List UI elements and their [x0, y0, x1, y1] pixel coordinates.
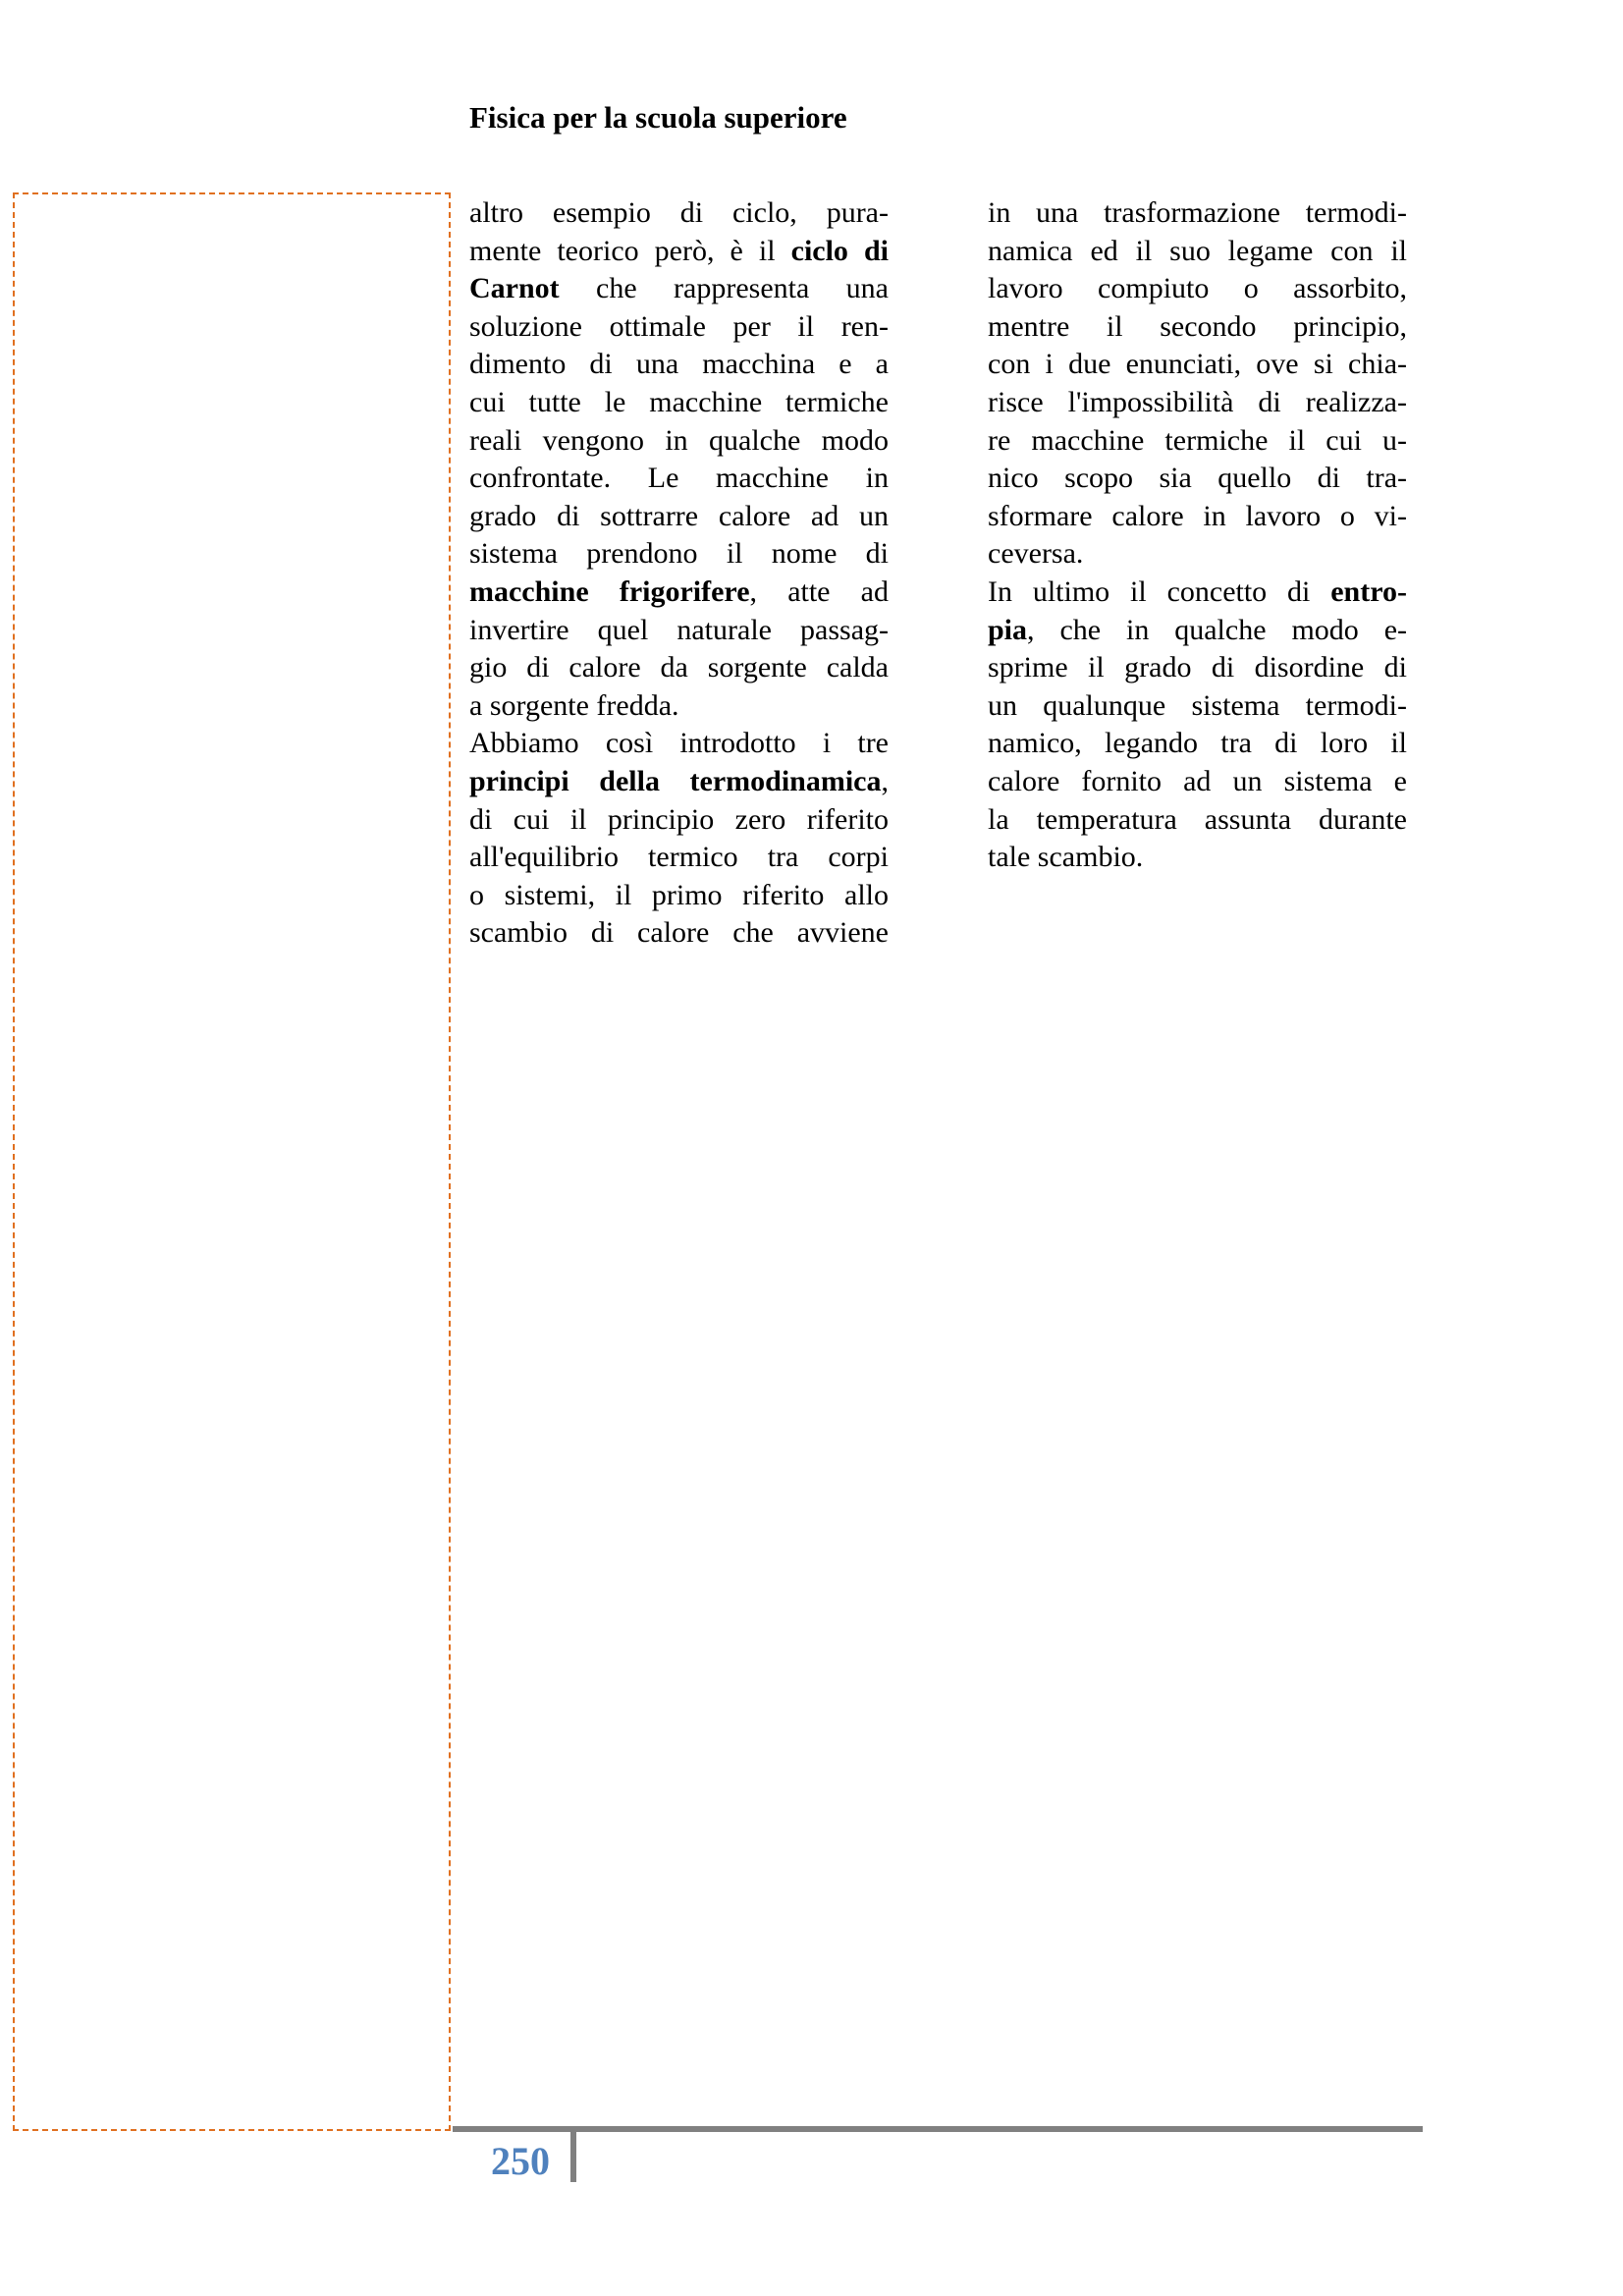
text-line	[469, 574, 889, 612]
text-line	[469, 498, 889, 536]
text-line	[988, 308, 1407, 347]
text-run: In ultimo il concetto di	[988, 574, 1331, 608]
text-line	[469, 649, 889, 687]
text-line	[988, 535, 1407, 574]
text-run: altro esempio di ciclo, pura-	[469, 196, 889, 229]
text-line	[469, 535, 889, 574]
text-line	[988, 498, 1407, 536]
text-line	[469, 914, 889, 953]
text-line	[988, 687, 1407, 726]
text-run: cui tutte le macchine termiche	[469, 385, 889, 418]
text-line	[469, 877, 889, 915]
text-line	[469, 233, 889, 271]
text-line	[988, 649, 1407, 687]
text-run: nico scopo sia quello di tra-	[988, 462, 1407, 495]
text-line	[988, 346, 1407, 384]
text-run: invertire quel naturale passag-	[469, 613, 889, 646]
text-run: namico, legando tra di loro il	[988, 727, 1407, 760]
text-line	[988, 194, 1407, 233]
text-run: Abbiamo così introdotto i tre	[469, 727, 889, 760]
text-line	[469, 270, 889, 308]
text-line	[988, 612, 1407, 650]
bold-term: Carnot	[469, 272, 560, 305]
text-line	[469, 308, 889, 347]
text-line	[988, 270, 1407, 308]
text-run: lavoro compiuto o assorbito,	[988, 272, 1407, 305]
page-number: 250	[491, 2139, 550, 2183]
text-run: reali vengono in qualche modo	[469, 423, 889, 457]
text-run: o sistemi, il primo riferito allo	[469, 878, 889, 911]
text-run: la temperatura assunta durante	[988, 802, 1407, 836]
text-run: in una trasformazione termodi-	[988, 196, 1407, 229]
text-run: di cui il principio zero riferito	[469, 802, 889, 836]
text-run: , atte ad	[749, 574, 889, 608]
text-line	[988, 801, 1407, 840]
text-run: ,	[881, 764, 889, 797]
text-line	[988, 460, 1407, 498]
text-line	[469, 460, 889, 498]
text-run: che rappresenta una	[559, 272, 889, 305]
bold-term: ciclo di	[790, 234, 889, 267]
text-line	[988, 384, 1407, 422]
text-run: sformare calore in lavoro o vi-	[988, 499, 1407, 532]
text-line	[469, 384, 889, 422]
text-line	[469, 422, 889, 461]
text-run: namica ed il suo legame con il	[988, 234, 1407, 267]
text-line	[469, 346, 889, 384]
margin-note-area	[13, 192, 451, 2131]
text-run: mente teorico però, è il	[469, 234, 791, 267]
bold-term: pia	[988, 613, 1028, 646]
text-line	[469, 801, 889, 840]
bold-term: macchine frigorifere	[469, 574, 750, 608]
text-run: ceversa.	[988, 537, 1084, 571]
text-run: scambio di calore che avviene	[469, 916, 889, 950]
footer-separator	[570, 2129, 576, 2182]
text-run: confrontate. Le macchine in	[469, 462, 889, 495]
text-run: grado di sottrarre calore ad un	[469, 499, 889, 532]
text-run: risce l'impossibilità di realizza-	[988, 385, 1407, 418]
text-line	[988, 574, 1407, 612]
text-line	[469, 194, 889, 233]
running-header: Fisica per la scuola superiore	[469, 100, 847, 135]
text-line	[469, 687, 889, 726]
text-line	[988, 233, 1407, 271]
text-run: un qualunque sistema termodi-	[988, 688, 1407, 722]
text-run: con i due enunciati, ove si chia-	[988, 348, 1407, 381]
text-run: dimento di una macchina e a	[469, 348, 889, 381]
text-run: sistema prendono il nome di	[469, 537, 889, 571]
text-run: calore fornito ad un sistema e	[988, 764, 1407, 797]
text-column-left	[469, 194, 889, 953]
text-run: gio di calore da sorgente calda	[469, 651, 889, 684]
bold-term: entro-	[1330, 574, 1407, 608]
text-line	[988, 725, 1407, 763]
text-run: tale scambio.	[988, 841, 1144, 874]
text-column-right	[988, 194, 1407, 877]
text-run: all'equilibrio termico tra corpi	[469, 841, 889, 874]
text-run: mentre il secondo principio,	[988, 309, 1407, 343]
text-run: soluzione ottimale per il ren-	[469, 309, 889, 343]
text-run: re macchine termiche il cui u-	[988, 423, 1407, 457]
text-line	[469, 725, 889, 763]
text-line	[988, 763, 1407, 801]
text-run: a sorgente fredda.	[469, 688, 679, 722]
text-run: , che in qualche modo e-	[1027, 613, 1407, 646]
bold-term: principi della termodinamica	[469, 764, 882, 797]
text-line	[469, 763, 889, 801]
text-run: sprime il grado di disordine di	[988, 651, 1407, 684]
text-line	[469, 612, 889, 650]
footer-rule	[453, 2126, 1423, 2132]
text-line	[988, 839, 1407, 877]
text-line	[988, 422, 1407, 461]
text-line	[469, 839, 889, 877]
